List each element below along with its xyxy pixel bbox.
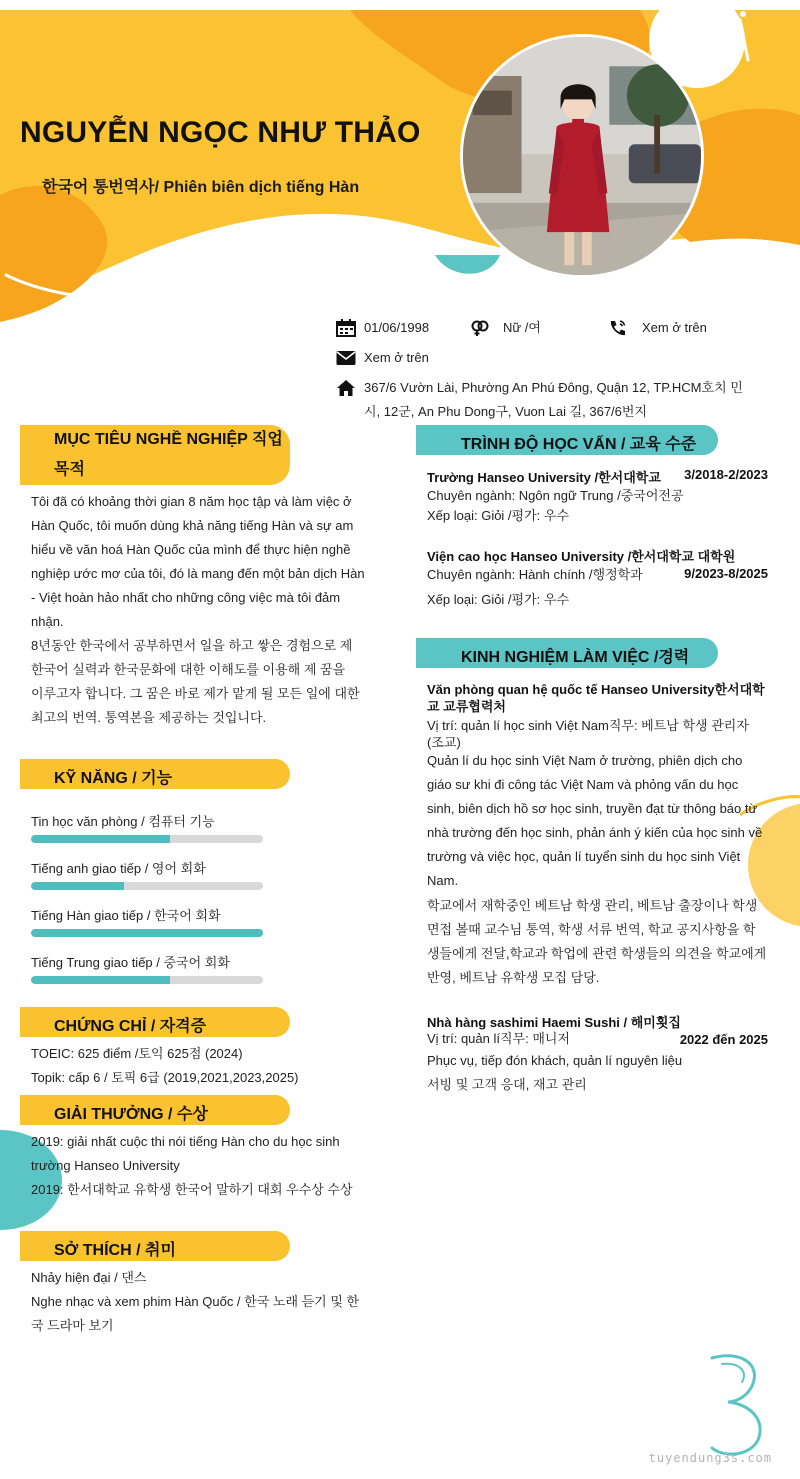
education-heading-label: TRÌNH ĐỘ HỌC VẤN / 교육 수준 <box>461 436 697 453</box>
contact-email <box>336 346 536 370</box>
skill-label: Tin học văn phòng / 컴퓨터 기능 <box>31 814 215 829</box>
objective-text-ko: 8년동안 한국에서 공부하면서 일을 하고 쌓은 경험으로 제 한국어 실력과 한국문화에 대한 이해도를 이용해 제 꿈을 이루고자 합니다. 그 꿈은 바로 제가 맡게 될 모든 일에 대한 최고의 번역. 통역본을 제공하는 것입니다. <box>31 638 360 725</box>
email-value: Xem ở trên <box>364 350 429 365</box>
phone-value: Xem ở trên <box>642 320 707 335</box>
contact-address <box>336 376 746 424</box>
certificate-line: TOEIC: 625 điểm /토익 625점 (2024) <box>31 1046 243 1061</box>
job-title: 한국어 통번역사/ Phiên biên dịch tiếng Hàn <box>42 179 360 196</box>
hobbies-heading-label: SỞ THÍCH / 취미 <box>54 1242 176 1259</box>
skill-item <box>31 905 263 937</box>
experience-date: 2022 đến 2025 <box>679 1032 768 1047</box>
profile-photo <box>460 34 704 278</box>
candidate-name: NGUYỄN NGỌC NHƯ THẢO <box>20 116 421 149</box>
hobby-line: Nghe nhạc và xem phim Hàn Quốc / 한국 노래 듣기 및 한국 드라마 보기 <box>31 1294 360 1333</box>
experience-description-ko: 서빙 및 고객 응대, 재고 관리 <box>427 1077 587 1092</box>
skills-heading <box>20 759 290 789</box>
skill-bar-fill <box>31 929 263 937</box>
watermark: tuyendung3s.com <box>648 1451 772 1465</box>
education-school: Trường Hanseo University /한서대학교 <box>427 470 661 485</box>
objective-heading-label: MỤC TIÊU NGHỀ NGHIỆP 직업 목적 <box>54 431 283 478</box>
experience-heading-label: KINH NGHIỆM LÀM VIỆC /경력 <box>461 649 690 666</box>
skill-bar-fill <box>31 835 170 843</box>
hobby-line: Nhảy hiện đại / 댄스 <box>31 1270 147 1285</box>
hobbies-heading <box>20 1231 290 1261</box>
skill-item <box>31 952 263 984</box>
contact-gender <box>470 316 590 340</box>
skill-bar <box>31 835 263 843</box>
skill-bar <box>31 929 263 937</box>
education-grade: Xếp loại: Giỏi /평가: 우수 <box>427 592 570 607</box>
skill-bar <box>31 882 263 890</box>
calendar-icon <box>336 319 356 337</box>
objective-text-vi: Tôi đã có khoảng thời gian 8 năm học tập và làm việc ở Hàn Quốc, tôi muốn dùng khả năng tiếng Hàn và sự am hiểu về văn hoá Hàn Quốc của mình để thực hiện nghề nghiệp ước mơ của tôi, đó là mang đến một bản dịch Hàn - Việt hoàn hảo nhất cho những công việc mà tôi đảm nhận. <box>31 494 365 629</box>
experience-heading <box>416 638 718 668</box>
experience-company: Văn phòng quan hệ quốc tế Hanseo University한서대학교 교류협력처 <box>427 682 765 714</box>
skill-label: Tiếng Hàn giao tiếp / 한국어 회화 <box>31 908 221 923</box>
education-school: Viện cao học Hanseo University /한서대학교 대학원 <box>427 549 736 564</box>
experience-description-ko: 학교에서 재학중인 베트남 학생 관리, 베트남 출장이나 학생 면접 볼때 교수님 통역, 학생 서류 번역, 학교 공지사항을 학생들에게 전달,학교과 학업에 관련 학생들의 의견을 학교에게 반영, 베트남 유학생 모집 담당. <box>427 898 767 985</box>
certificates-heading-label: CHỨNG CHỈ / 자격증 <box>54 1018 207 1035</box>
awards-heading-label: GIẢI THƯỞNG / 수상 <box>54 1106 208 1123</box>
experience-description-vi: Quản lí du học sinh Việt Nam ở trường, phiên dịch cho giáo sư khi đi công tác Việt Nam và phỏng vấn du học sinh, biên dịch hồ sơ học sinh, truyền đạt từ thông báo từ nhà trường đến học sinh, phản ánh ý kiến của học sinh về trường và việc học, quản lí tuyển sinh du học sinh Việt Nam. <box>427 753 763 888</box>
contact-phone <box>608 316 738 340</box>
award-line: 2019: 한서대학교 유학생 한국어 말하기 대회 우수상 수상 <box>31 1182 353 1197</box>
skills-heading-label: KỸ NĂNG / 기능 <box>54 770 173 787</box>
education-date: 3/2018-2/2023 <box>684 467 768 482</box>
experience-company: Nhà hàng sashimi Haemi Sushi / 해미횟집 <box>427 1015 681 1030</box>
education-heading <box>416 425 718 455</box>
skill-bar-fill <box>31 976 170 984</box>
certificates-heading <box>20 1007 290 1037</box>
education-major: Chuyên ngành: Hành chính /행정학과 <box>427 567 643 582</box>
education-grade: Xếp loại: Giỏi /평가: 우수 <box>427 508 570 523</box>
award-line: 2019: giải nhất cuộc thi nói tiếng Hàn cho du học sinh trường Hanseo University <box>31 1134 340 1173</box>
gender-value: Nữ /여 <box>503 320 541 335</box>
gender-icon <box>470 319 490 337</box>
phone-icon <box>608 319 628 337</box>
skill-label: Tiếng Trung giao tiếp / 중국어 회화 <box>31 955 230 970</box>
skill-bar-fill <box>31 882 124 890</box>
address-value: 367/6 Vườn Lài, Phường An Phú Đông, Quận 12, TP.HCM호치 민 시, 12군, An Phu Dong구, Vuon Lai 길, 367/6번지 <box>364 380 743 419</box>
experience-position: Vị trí: quản lí직무: 매니저 <box>427 1031 570 1046</box>
objective-heading <box>20 425 290 485</box>
experience-description-vi: Phục vụ, tiếp đón khách, quản lí nguyên liệu <box>427 1053 683 1068</box>
certificate-line: Topik: cấp 6 / 토픽 6급 (2019,2021,2023,2025) <box>31 1070 299 1085</box>
skill-item <box>31 858 263 890</box>
contact-birthday <box>336 316 466 340</box>
education-date: 9/2023-8/2025 <box>684 566 768 581</box>
skill-item <box>31 811 263 843</box>
skill-bar <box>31 976 263 984</box>
home-icon <box>336 379 356 397</box>
email-icon <box>336 349 356 367</box>
awards-heading <box>20 1095 290 1125</box>
logo-swirl-decoration <box>700 1350 780 1460</box>
education-major: Chuyên ngành: Ngôn ngữ Trung /중국어전공 <box>427 488 684 503</box>
skill-label: Tiếng anh giao tiếp / 영어 회화 <box>31 861 206 876</box>
profile-photo-illustration <box>463 37 701 275</box>
birthday-value: 01/06/1998 <box>364 320 430 335</box>
experience-position: Vị trí: quản lí học sinh Việt Nam직무: 베트남 학생 관리자 (조교) <box>427 718 749 750</box>
